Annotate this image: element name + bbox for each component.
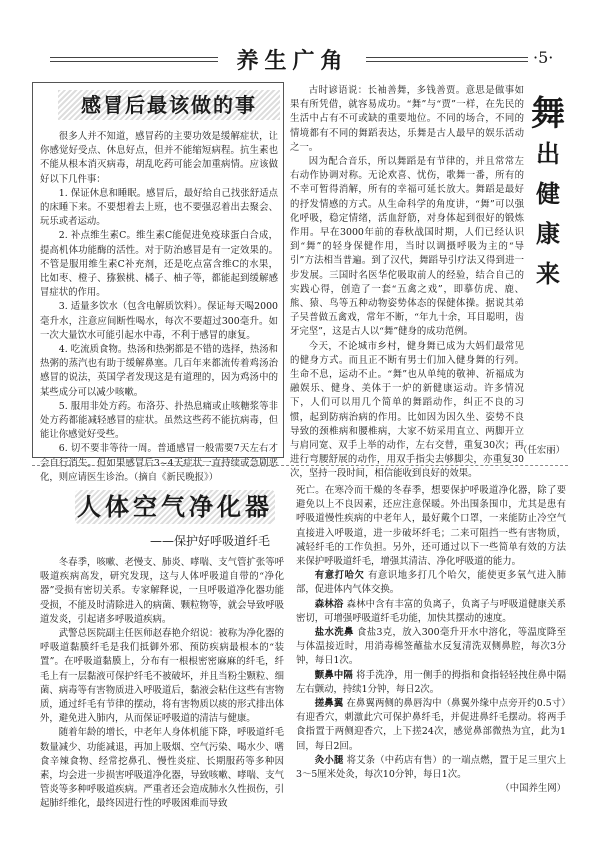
paragraph: 4. 吃流质食物。热汤和热粥都是不错的选择，热汤和热粥的蒸汽也有助于缓解鼻塞。几百年来都流传着鸡汤治感冒的说法，英国学者发现这是有道理的，因为鸡汤中的某些成分可以减少咳嗽。 — [40, 344, 278, 398]
paragraph — [296, 626, 566, 669]
article-cold-body — [40, 130, 278, 485]
subheading: 森林浴 — [314, 598, 344, 610]
article-dance-credit: （任宏丽） — [518, 445, 565, 456]
paragraph: 武警总医院副主任医师赵春艳介绍说：被称为净化器的呼吸道黏膜纤毛是我们抵御外邪、预防疾病最根本的“装置”。在呼吸道黏膜上，分布有一根根密密麻麻的纤毛，纤毛上有一层黏液可保护纤毛不被破坏，并且当粉尘颗粒、细菌、病毒等有害物质进入呼吸道后，黏液会粘住这些有害物质，通过纤毛有节律的摆动，将有害物质以痰的形式排出体外，避免进入肺内，从而保证呼吸道的清洁与健康。 — [40, 628, 284, 725]
header-rule-right-2 — [366, 61, 528, 62]
paragraph — [296, 598, 566, 626]
header-rule-right — [366, 57, 528, 58]
paragraph — [296, 484, 566, 569]
subheading: 盐水洗鼻 — [314, 627, 354, 639]
vertical-title-char: 康 — [536, 220, 560, 248]
paragraph — [296, 669, 566, 697]
paragraph-text: 在鼻翼两侧的鼻唇沟中（鼻翼外缘中点旁开约0.5寸）有迎香穴，刺激此穴可保护鼻纤毛，并促进鼻纤毛摆动。将两手食指置于两侧迎香穴，上下搓24次，感觉鼻部微热为宜，此为1回，每日2回。 — [296, 698, 566, 752]
paragraph: 3. 适量多饮水（包含电解质饮料）。保证每天喝2000毫升水，注意应间断性喝水，每次不要超过300毫升。如一次大量饮水可能引起水中毒，不利于感冒的康复。 — [40, 301, 278, 341]
article-air-body-right — [296, 484, 566, 796]
vertical-title-char: 出 — [536, 140, 560, 168]
subheading: 搓鼻翼 — [314, 698, 344, 710]
section-divider — [32, 465, 568, 466]
vertical-title-char: 来 — [536, 260, 560, 288]
subheading: 颤鼻中隔 — [314, 669, 353, 681]
header-rule-left — [50, 57, 218, 58]
paragraph: 冬春季，咳嗽、老慢支、肺炎、哮喘、支气管扩张等呼吸道疾病高发，研究发现，这与人体呼吸道自带的“净化器”受损有密切关系。专家解释说，一旦呼吸道净化器功能受损，不能及时清除进入的病菌、颗粒物等，就会导致呼吸道发炎，引起诸多呼吸道疾病。 — [40, 557, 284, 625]
subheading: 灸小腿 — [314, 754, 344, 766]
article-air-title: 人体空气净化器 — [75, 490, 275, 524]
vertical-title-char: 舞 — [531, 94, 565, 134]
article-cold-title: 感冒后最该做的事 — [58, 90, 280, 120]
header-rule-left-2 — [50, 61, 218, 62]
article-air-credit: （中国养生网） — [500, 783, 566, 795]
paragraph: 今天，不论城市乡村，健身舞已成为大妈们最常见的健身方式。而且正不断有男士们加入健身舞的行列。生命不息，运动不止。“舞”也从单纯的敬神、祈福成为融娱乐、健身、美体于一炉的新健康运动。许多情况下，人们可以用几个简单的舞蹈动作，纠正不良的习惯，起到防病治病的作用。比如因为因久坐、姿势不良导致的颈椎病和腰椎病，大家不妨采用直立、两脚开立与肩同宽、双手上举的动作，左右交替，重复30次；再进行弯腰舒展的动作，用双手指尖去够脚尖，亦重复30次，坚持一段时间，相信能收到良好的效果。 — [290, 340, 524, 480]
paragraph: 很多人并不知道，感冒药的主要功效是缓解症状，让你感觉好受点、休息好点，但并不能缩短病程。抗生素也不能从根本消灭病毒，胡乱吃药可能会加重病情。应该做好以下几件事： — [40, 131, 278, 185]
article-dance-vertical-title — [528, 94, 568, 294]
paragraph: 5. 服用非处方药。布洛芬、扑热息痛或止咳糖浆等非处方药都能减轻感冒的症状。虽然这些药不能抗病毒，但能让你感觉好受些。 — [40, 400, 278, 441]
paragraph — [296, 569, 566, 597]
paragraph — [296, 754, 566, 782]
paragraph: 2. 补点维生素C。维生素C能促进免疫球蛋白合成，提高机体功能酶的活性。对于防治感冒是有一定效果的。不管是服用维生素C补充剂，还是吃点富含维C的水果，比如枣、橙子、猕猴桃、橘子、柚子等，都能起到缓解感冒症状的作用。 — [40, 230, 278, 299]
paragraph-text: 食盐3克，放入300毫升开水中溶化，等温度降至与体温接近时，用消毒棉签蘸盐水反复清洗双侧鼻腔，每次3分钟，每日1次。 — [296, 627, 566, 667]
page-number: ·5· — [533, 48, 554, 67]
page-header — [0, 44, 600, 72]
vertical-title-char: 健 — [536, 180, 560, 208]
article-air-body-left — [40, 556, 284, 812]
paragraph: 6. 切不要非等待一周。普通感冒一般需要7天左右才会自行消失。但如果感冒后3~4天症状一直持续或急剧恶化，则应请医生诊治。（摘自《新民晚报》） — [40, 443, 278, 483]
paragraph-text: 将手洗净，用一侧手的拇指和食指轻轻拽住鼻中隔左右颤动，持续1分钟，每日2次。 — [296, 669, 566, 695]
paragraph — [296, 697, 566, 754]
paragraph: 随着年龄的增长，中老年人身体机能下降，呼吸道纤毛数量减少、功能减退，再加上吸烟、空气污染、喝水少、嗜食辛辣食物、经常挖鼻孔、慢性炎症、长期服药等多种因素，均会进一步损害呼吸道净化器，导致咳嗽、哮喘、支气管炎等多种呼吸道疾病。严重者还会造成肺水久性损伤，引起肺纤维化，最终因进行性的呼吸困难而导致 — [40, 727, 284, 810]
section-title: 养生广角 — [236, 49, 349, 74]
paragraph: 因为配合音乐，所以舞蹈是有节律的，并且常常左右动作协调对称。无论欢喜、忧伤，歌舞一番，所有的不幸可暂得消解，所有的幸福可延长放大。舞蹈是最好的抒发情感的方式。从生命科学的角度讲，“舞”可以强化呼吸，稳定情绪，活血舒筋，对身体起到很好的锻炼作用。早在3000年前的春秋战国时期，人们已经认识到“舞”的轻身保健作用，当时以调摄呼吸为主的“导引”方法相当普遍。到了汉代，舞蹈导引疗法又得到进一步发展。三国时名医华佗吸取前人的经验，结合自己的实践心得，创造了一套“五禽之戏”，即摹仿虎、鹿、熊、猿、鸟等五种动物姿势体态的保健体操。据说其弟子吴普做五禽戏，常年不断，“年九十余，耳目聪明，齿牙完坚”，这是古人以“舞”健身的成功范例。 — [290, 156, 524, 338]
subheading: 有意打哈欠 — [314, 570, 365, 582]
paragraph-text: 死亡。在寒冷而干燥的冬春季，想要保护呼吸道净化器，除了要避免以上不良因素，还应注意保暖。外出围条围巾，尤其是患有呼吸道慢性疾病的中老年人，最好戴个口罩，一来能防止冷空气直接进入呼吸道，进一步破坏纤毛；二来可阻挡一些有害物质，减轻纤毛的工作负担。另外，还可通过以下一些简单有效的方法来保护呼吸道纤毛，增强其清洁、净化呼吸道的能力。 — [296, 485, 566, 568]
paragraph-text: 有意识地多打几个哈欠，能使更多氧气进入肺部，促进体内气体交换。 — [296, 570, 566, 596]
article-dance-body — [290, 84, 524, 482]
paragraph: 古时谚语说：长袖善舞，多钱善贾。意思是做事如果有所凭借，就容易成功。“舞”与“贾”一样，在先民的生活中占有不可或缺的重要地位。不同的场合，不同的情境都有不同的舞蹈表达，乐舞是古人最早的娱乐活动之一。 — [290, 85, 524, 153]
paragraph-text: 森林中含有丰富的负离子，负离子与呼吸道健康关系密切，可增强呼吸道纤毛功能，加快其摆动的速度。 — [296, 598, 566, 624]
paragraph-text: 将艾条（中药店有售）的一端点燃，置于足三里穴上3～5厘米处灸，每次10分钟，每日1次。 — [296, 754, 566, 781]
article-air-subtitle: ——保护好呼吸道纤毛 — [150, 534, 271, 548]
paragraph: 1. 保证休息和睡眠。感冒后，最好给自己找张舒适点的床睡下来。不要想着去上班，也不要强忍着出去聚会、玩乐或者运动。 — [40, 187, 278, 228]
